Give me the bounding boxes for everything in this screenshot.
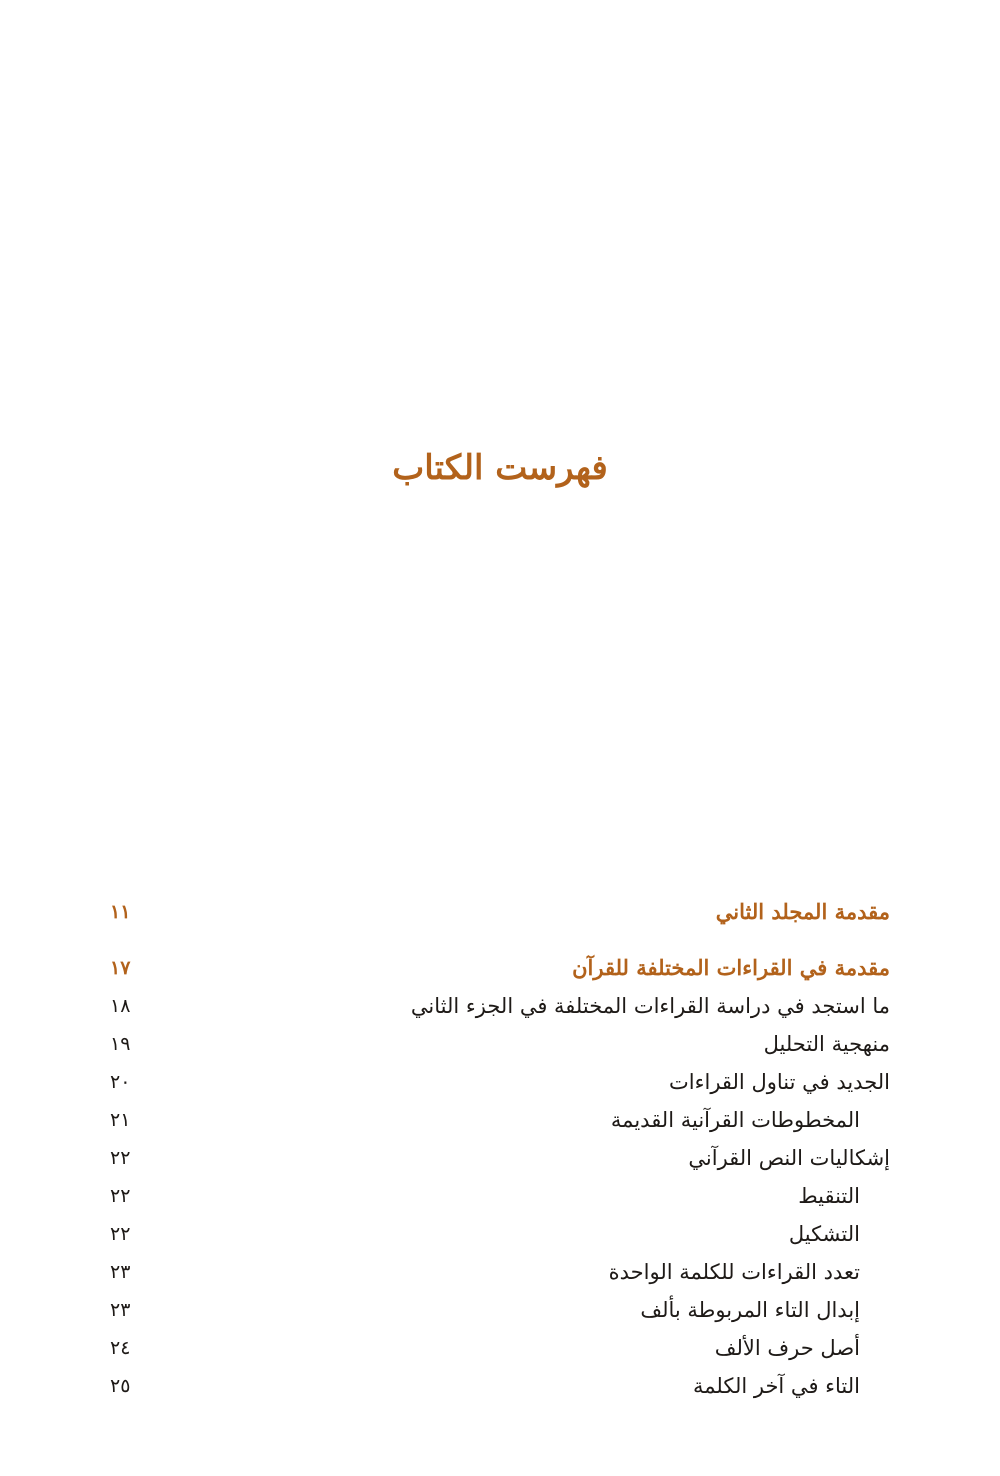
toc-entry-title: مقدمة المجلد الثاني <box>715 899 890 924</box>
toc-entry[interactable] <box>110 1139 890 1177</box>
toc-entry-page: ٢٤ <box>110 1337 131 1359</box>
toc-entry-page: ١٧ <box>110 957 131 979</box>
toc-entry[interactable] <box>110 1063 890 1101</box>
toc-entry-title: منهجية التحليل <box>763 1032 890 1056</box>
toc-entry[interactable] <box>110 1101 890 1139</box>
toc-entry-page: ٢٢ <box>110 1147 131 1169</box>
toc-entry-page: ٢٢ <box>110 1185 131 1207</box>
toc-entry-title: التنقيط <box>798 1184 860 1208</box>
toc-entry-title: التاء في آخر الكلمة <box>693 1374 860 1398</box>
toc-entry-title: تعدد القراءات للكلمة الواحدة <box>608 1260 860 1284</box>
toc-entry-page: ١١ <box>110 901 131 923</box>
toc-entry-page: ٢١ <box>110 1109 131 1131</box>
toc-entry[interactable] <box>110 893 890 931</box>
toc-entry-page: ٢٢ <box>110 1223 131 1245</box>
toc-entry-page: ١٨ <box>110 995 131 1017</box>
table-of-contents <box>110 893 890 1405</box>
toc-entry-title: إبدال التاء المربوطة بألف <box>640 1298 860 1322</box>
toc-entry[interactable] <box>110 1291 890 1329</box>
toc-entry[interactable] <box>110 1253 890 1291</box>
toc-entry-page: ٢٣ <box>110 1299 131 1321</box>
toc-entry-page: ٢٣ <box>110 1261 131 1283</box>
toc-entry[interactable] <box>110 949 890 987</box>
toc-entry-title: مقدمة في القراءات المختلفة للقرآن <box>572 955 890 980</box>
toc-entry[interactable] <box>110 1177 890 1215</box>
toc-entry[interactable] <box>110 987 890 1025</box>
toc-entry[interactable] <box>110 1215 890 1253</box>
toc-entry-title: المخطوطات القرآنية القديمة <box>610 1108 860 1132</box>
page-title: فهرست الكتاب <box>392 448 608 488</box>
toc-entry-title: الجديد في تناول القراءات <box>669 1070 890 1094</box>
toc-entry-title: أصل حرف الألف <box>714 1336 860 1360</box>
toc-entry-title: إشكاليات النص القرآني <box>688 1146 890 1170</box>
toc-entry-title: ما استجد في دراسة القراءات المختلفة في الجزء الثاني <box>410 994 890 1018</box>
toc-entry-title: التشكيل <box>788 1222 860 1246</box>
toc-entry-page: ١٩ <box>110 1033 131 1055</box>
toc-entry-page: ٢٥ <box>110 1375 131 1397</box>
toc-entry-page: ٢٠ <box>110 1071 131 1093</box>
toc-entry[interactable] <box>110 1367 890 1405</box>
toc-entry[interactable] <box>110 1329 890 1367</box>
toc-entry[interactable] <box>110 1025 890 1063</box>
